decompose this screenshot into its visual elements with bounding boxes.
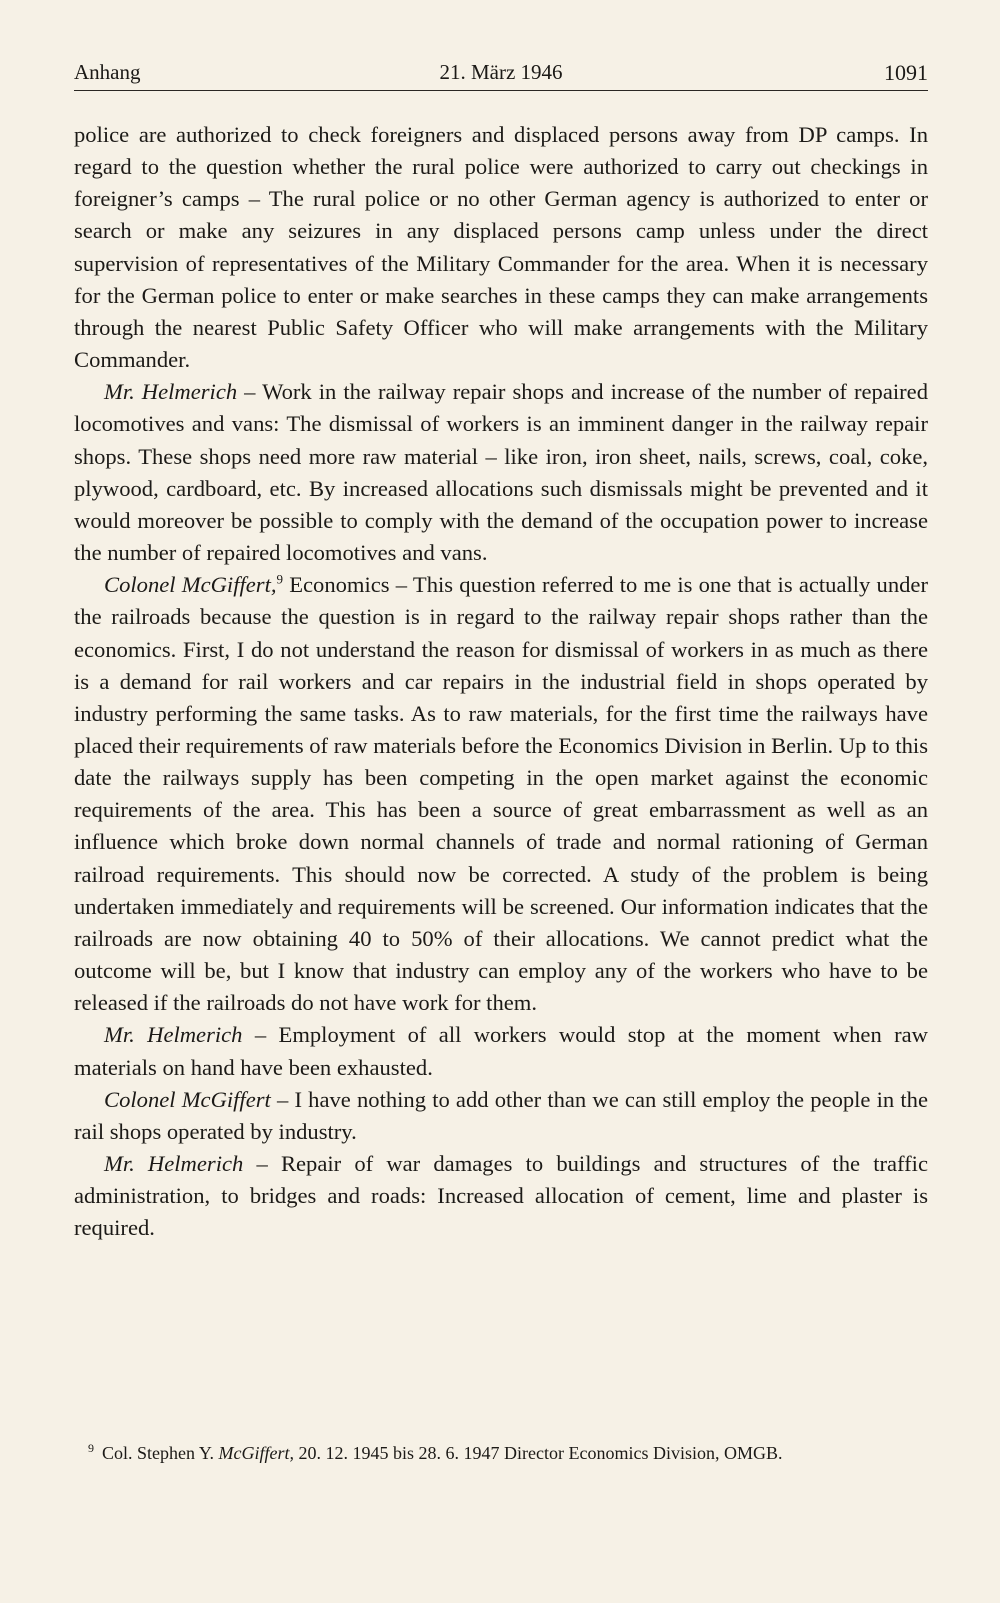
- header-date: 21. März 1946: [439, 60, 563, 84]
- footnote-name: McGiffert,: [218, 1443, 294, 1463]
- speaker-name: Mr. Helmerich: [104, 1022, 243, 1048]
- footnote-text: 20. 12. 1945 bis 28. 6. 1947 Director Economics Division, OMGB.: [294, 1443, 783, 1463]
- footnote-marker: 9: [276, 571, 283, 587]
- running-header: [74, 54, 928, 91]
- footnote: [88, 1436, 928, 1465]
- footnote-number: 9: [88, 1441, 94, 1455]
- paragraph-text: Economics – This question referred to me is one that is actually under the railroads because the question is in regard to the railway repair shops rather than the economics. First, I do not understand the reason for dismissal of workers in as much as there is a demand for rail workers and car repairs in the industrial field in shops operated by industry performing the same tasks. As to raw materials, for the first time the railways have placed their requirements of raw materials before the Economics Division in Berlin. Up to this date the railways supply has been competing in the open market against the economic requirements of the area. This has been a source of great embarrassment as well as an influence which broke down normal channels of trade and normal rationing of German railroad requirements. This should now be corrected. A study of the problem is being undertaken immediately and requirements will be screened. Our information indicates that the railroads are now obtaining 40 to 50% of their allocations. We cannot predict what the outcome will be, but I know that industry can employ any of the workers who have to be released if the railroads do not have work for them.: [74, 572, 928, 1016]
- paragraph-text: – Employment of all workers would stop at the moment when raw materials on hand have been exhausted.: [74, 1022, 928, 1080]
- main-text: [74, 119, 928, 1244]
- paragraph: [74, 376, 928, 569]
- paragraph: [74, 1148, 928, 1244]
- paragraph-text: – Work in the railway repair shops and increase of the number of repaired locomotives and vans: The dismissal of workers is an imminent danger in the railway repair shops. These shops need more raw material – like iron, iron sheet, nails, screws, coal, coke, plywood, cardboard, etc. By increased allocations such dismissals might be prevented and it would moreover be possible to comply with the demand of the occupation power to increase the number of repaired locomotives and vans.: [74, 379, 928, 566]
- speaker-name: Mr. Helmerich: [104, 1151, 244, 1176]
- speaker-name: Colonel McGiffert: [104, 1086, 271, 1112]
- header-section: Anhang: [74, 60, 141, 84]
- page-number: 1091: [884, 60, 928, 85]
- speaker-name: Mr. Helmerich: [104, 379, 238, 405]
- paragraph: [74, 1019, 928, 1083]
- speaker-name: Colonel McGiffert,: [104, 572, 277, 598]
- paragraph-text: police are authorized to check foreigners and displaced persons away from DP camps. In regard to the question whether the rural police were authorized to carry out checkings in foreigner’s camps – The rural police or no other German agency is authorized to enter or search or make any seizures in any displaced persons camp unless under the direct supervision of representatives of the Military Commander for the area. When it is necessary for the German police to enter or make searches in these camps they can make arrangements through the nearest Public Safety Officer who will make arrangements with the Military Commander.: [74, 122, 928, 373]
- paragraph-text: – I have nothing to add other than we can still employ the people in the rail shops operated by industry.: [74, 1086, 928, 1144]
- paragraph: [74, 569, 928, 1019]
- footnote-text: Col. Stephen Y.: [102, 1443, 219, 1463]
- paragraph: [74, 1084, 928, 1148]
- paragraph-text: – Repair of war damages to buildings and structures of the traffic administration, to bridges and roads: Increased allocation of cement, lime and plaster is required.: [74, 1151, 928, 1241]
- paragraph: [74, 119, 928, 376]
